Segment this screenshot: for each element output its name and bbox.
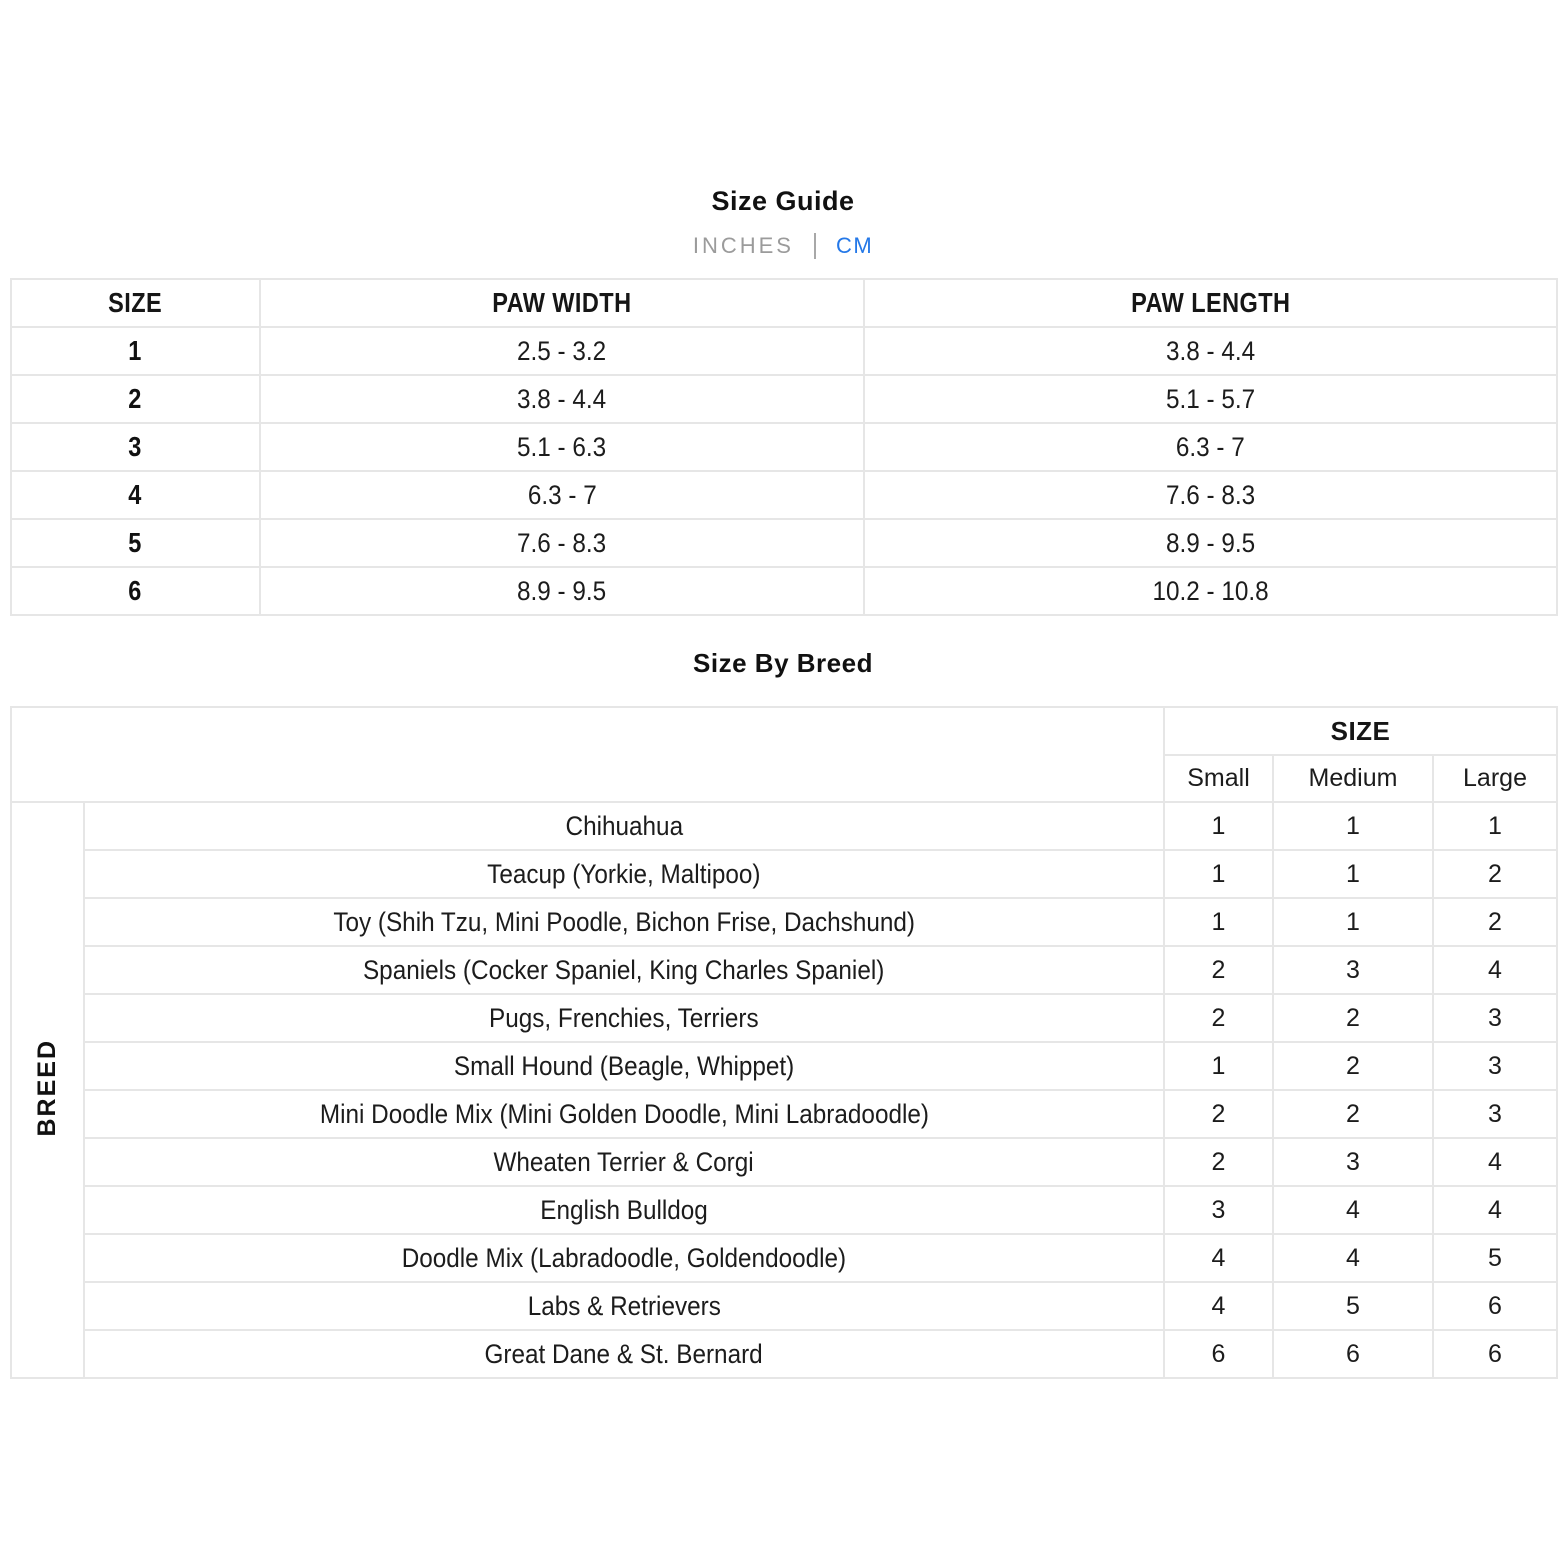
breed-name: Great Dane & St. Bernard (84, 1330, 1164, 1378)
size-large-value: 4 (1433, 946, 1557, 994)
size-large-value: 3 (1433, 994, 1557, 1042)
size-large-value: 2 (1433, 898, 1557, 946)
size-small-value: 6 (1164, 1330, 1273, 1378)
paw-width-value: 2.5 - 3.2 (260, 327, 864, 375)
paw-width-value: 3.8 - 4.4 (260, 375, 864, 423)
size-value: 2 (11, 375, 260, 423)
size-medium-value: 2 (1273, 1042, 1433, 1090)
breed-name: Small Hound (Beagle, Whippet) (84, 1042, 1164, 1090)
paw-width-value: 8.9 - 9.5 (260, 567, 864, 615)
units-toggle (0, 232, 1566, 260)
size-large-value: 3 (1433, 1042, 1557, 1090)
col-header-paw-width (260, 279, 864, 327)
size-medium-value: 2 (1273, 1090, 1433, 1138)
size-medium-value: 3 (1273, 946, 1433, 994)
size-large-value: 4 (1433, 1138, 1557, 1186)
breed-row (11, 1234, 1557, 1282)
units-inches-option[interactable]: INCHES (692, 233, 794, 258)
breed-row (11, 1330, 1557, 1378)
size-large-value: 1 (1433, 802, 1557, 850)
size-small-value: 2 (1164, 1090, 1273, 1138)
table-row (11, 423, 1557, 471)
breed-row (11, 802, 1557, 850)
size-value: 4 (11, 471, 260, 519)
breed-name: Doodle Mix (Labradoodle, Goldendoodle) (84, 1234, 1164, 1282)
breed-name: English Bulldog (84, 1186, 1164, 1234)
paw-length-value: 8.9 - 9.5 (864, 519, 1557, 567)
size-medium-value: 5 (1273, 1282, 1433, 1330)
breed-row (11, 1042, 1557, 1090)
size-by-breed-table (10, 706, 1558, 1379)
units-cm-option[interactable]: CM (835, 233, 874, 258)
col-header-large: Large (1433, 755, 1557, 802)
table-row (11, 567, 1557, 615)
col-header-small: Small (1164, 755, 1273, 802)
size-guide-header-row (11, 279, 1557, 327)
breed-row (11, 1090, 1557, 1138)
paw-width-value: 6.3 - 7 (260, 471, 864, 519)
size-medium-value: 6 (1273, 1330, 1433, 1378)
breed-name: Labs & Retrievers (84, 1282, 1164, 1330)
breed-name: Pugs, Frenchies, Terriers (84, 994, 1164, 1042)
col-header-size-label: SIZE (108, 287, 163, 318)
size-small-value: 3 (1164, 1186, 1273, 1234)
size-small-value: 1 (1164, 850, 1273, 898)
col-header-paw-width-label: PAW WIDTH (492, 287, 632, 318)
size-medium-value: 4 (1273, 1186, 1433, 1234)
corner-empty-cell (11, 707, 1164, 802)
size-large-value: 4 (1433, 1186, 1557, 1234)
size-small-value: 4 (1164, 1282, 1273, 1330)
table-row (11, 519, 1557, 567)
size-guide-table (10, 278, 1558, 616)
size-large-value: 6 (1433, 1282, 1557, 1330)
size-medium-value: 1 (1273, 898, 1433, 946)
size-large-value: 2 (1433, 850, 1557, 898)
size-value: 6 (11, 567, 260, 615)
size-small-value: 4 (1164, 1234, 1273, 1282)
paw-width-value: 7.6 - 8.3 (260, 519, 864, 567)
breed-row (11, 994, 1557, 1042)
size-medium-value: 1 (1273, 802, 1433, 850)
size-small-value: 2 (1164, 946, 1273, 994)
breed-name: Wheaten Terrier & Corgi (84, 1138, 1164, 1186)
paw-width-value: 5.1 - 6.3 (260, 423, 864, 471)
breed-name: Teacup (Yorkie, Maltipoo) (84, 850, 1164, 898)
breed-name: Spaniels (Cocker Spaniel, King Charles Spaniel) (84, 946, 1164, 994)
size-small-value: 2 (1164, 1138, 1273, 1186)
col-header-size (11, 279, 260, 327)
size-small-value: 1 (1164, 1042, 1273, 1090)
table-row (11, 327, 1557, 375)
breed-name: Chihuahua (84, 802, 1164, 850)
size-large-value: 6 (1433, 1330, 1557, 1378)
size-value: 5 (11, 519, 260, 567)
breed-table-header-row-1 (11, 707, 1557, 755)
breed-row (11, 946, 1557, 994)
paw-length-value: 5.1 - 5.7 (864, 375, 1557, 423)
breed-section-title: Size By Breed (693, 648, 873, 678)
col-header-paw-length (864, 279, 1557, 327)
breed-name: Toy (Shih Tzu, Mini Poodle, Bichon Frise, Dachshund) (84, 898, 1164, 946)
size-medium-value: 2 (1273, 994, 1433, 1042)
size-medium-value: 1 (1273, 850, 1433, 898)
breed-row (11, 850, 1557, 898)
size-large-value: 3 (1433, 1090, 1557, 1138)
table-row (11, 471, 1557, 519)
breed-row (11, 1186, 1557, 1234)
paw-length-value: 6.3 - 7 (864, 423, 1557, 471)
size-small-value: 1 (1164, 898, 1273, 946)
col-header-paw-length-label: PAW LENGTH (1130, 287, 1291, 318)
breed-row (11, 898, 1557, 946)
size-small-value: 2 (1164, 994, 1273, 1042)
breed-row (11, 1282, 1557, 1330)
paw-length-value: 10.2 - 10.8 (864, 567, 1557, 615)
breed-name: Mini Doodle Mix (Mini Golden Doodle, Mini Labradoodle) (84, 1090, 1164, 1138)
size-large-value: 5 (1433, 1234, 1557, 1282)
breed-row (11, 1138, 1557, 1186)
size-small-value: 1 (1164, 802, 1273, 850)
size-medium-value: 3 (1273, 1138, 1433, 1186)
paw-length-value: 3.8 - 4.4 (864, 327, 1557, 375)
page-title: Size Guide (711, 186, 855, 216)
size-value: 1 (11, 327, 260, 375)
breed-axis-label: BREED (11, 802, 84, 1378)
size-group-header: SIZE (1164, 707, 1557, 755)
size-medium-value: 4 (1273, 1234, 1433, 1282)
paw-length-value: 7.6 - 8.3 (864, 471, 1557, 519)
table-row (11, 375, 1557, 423)
size-value: 3 (11, 423, 260, 471)
units-divider (814, 233, 816, 259)
col-header-medium: Medium (1273, 755, 1433, 802)
